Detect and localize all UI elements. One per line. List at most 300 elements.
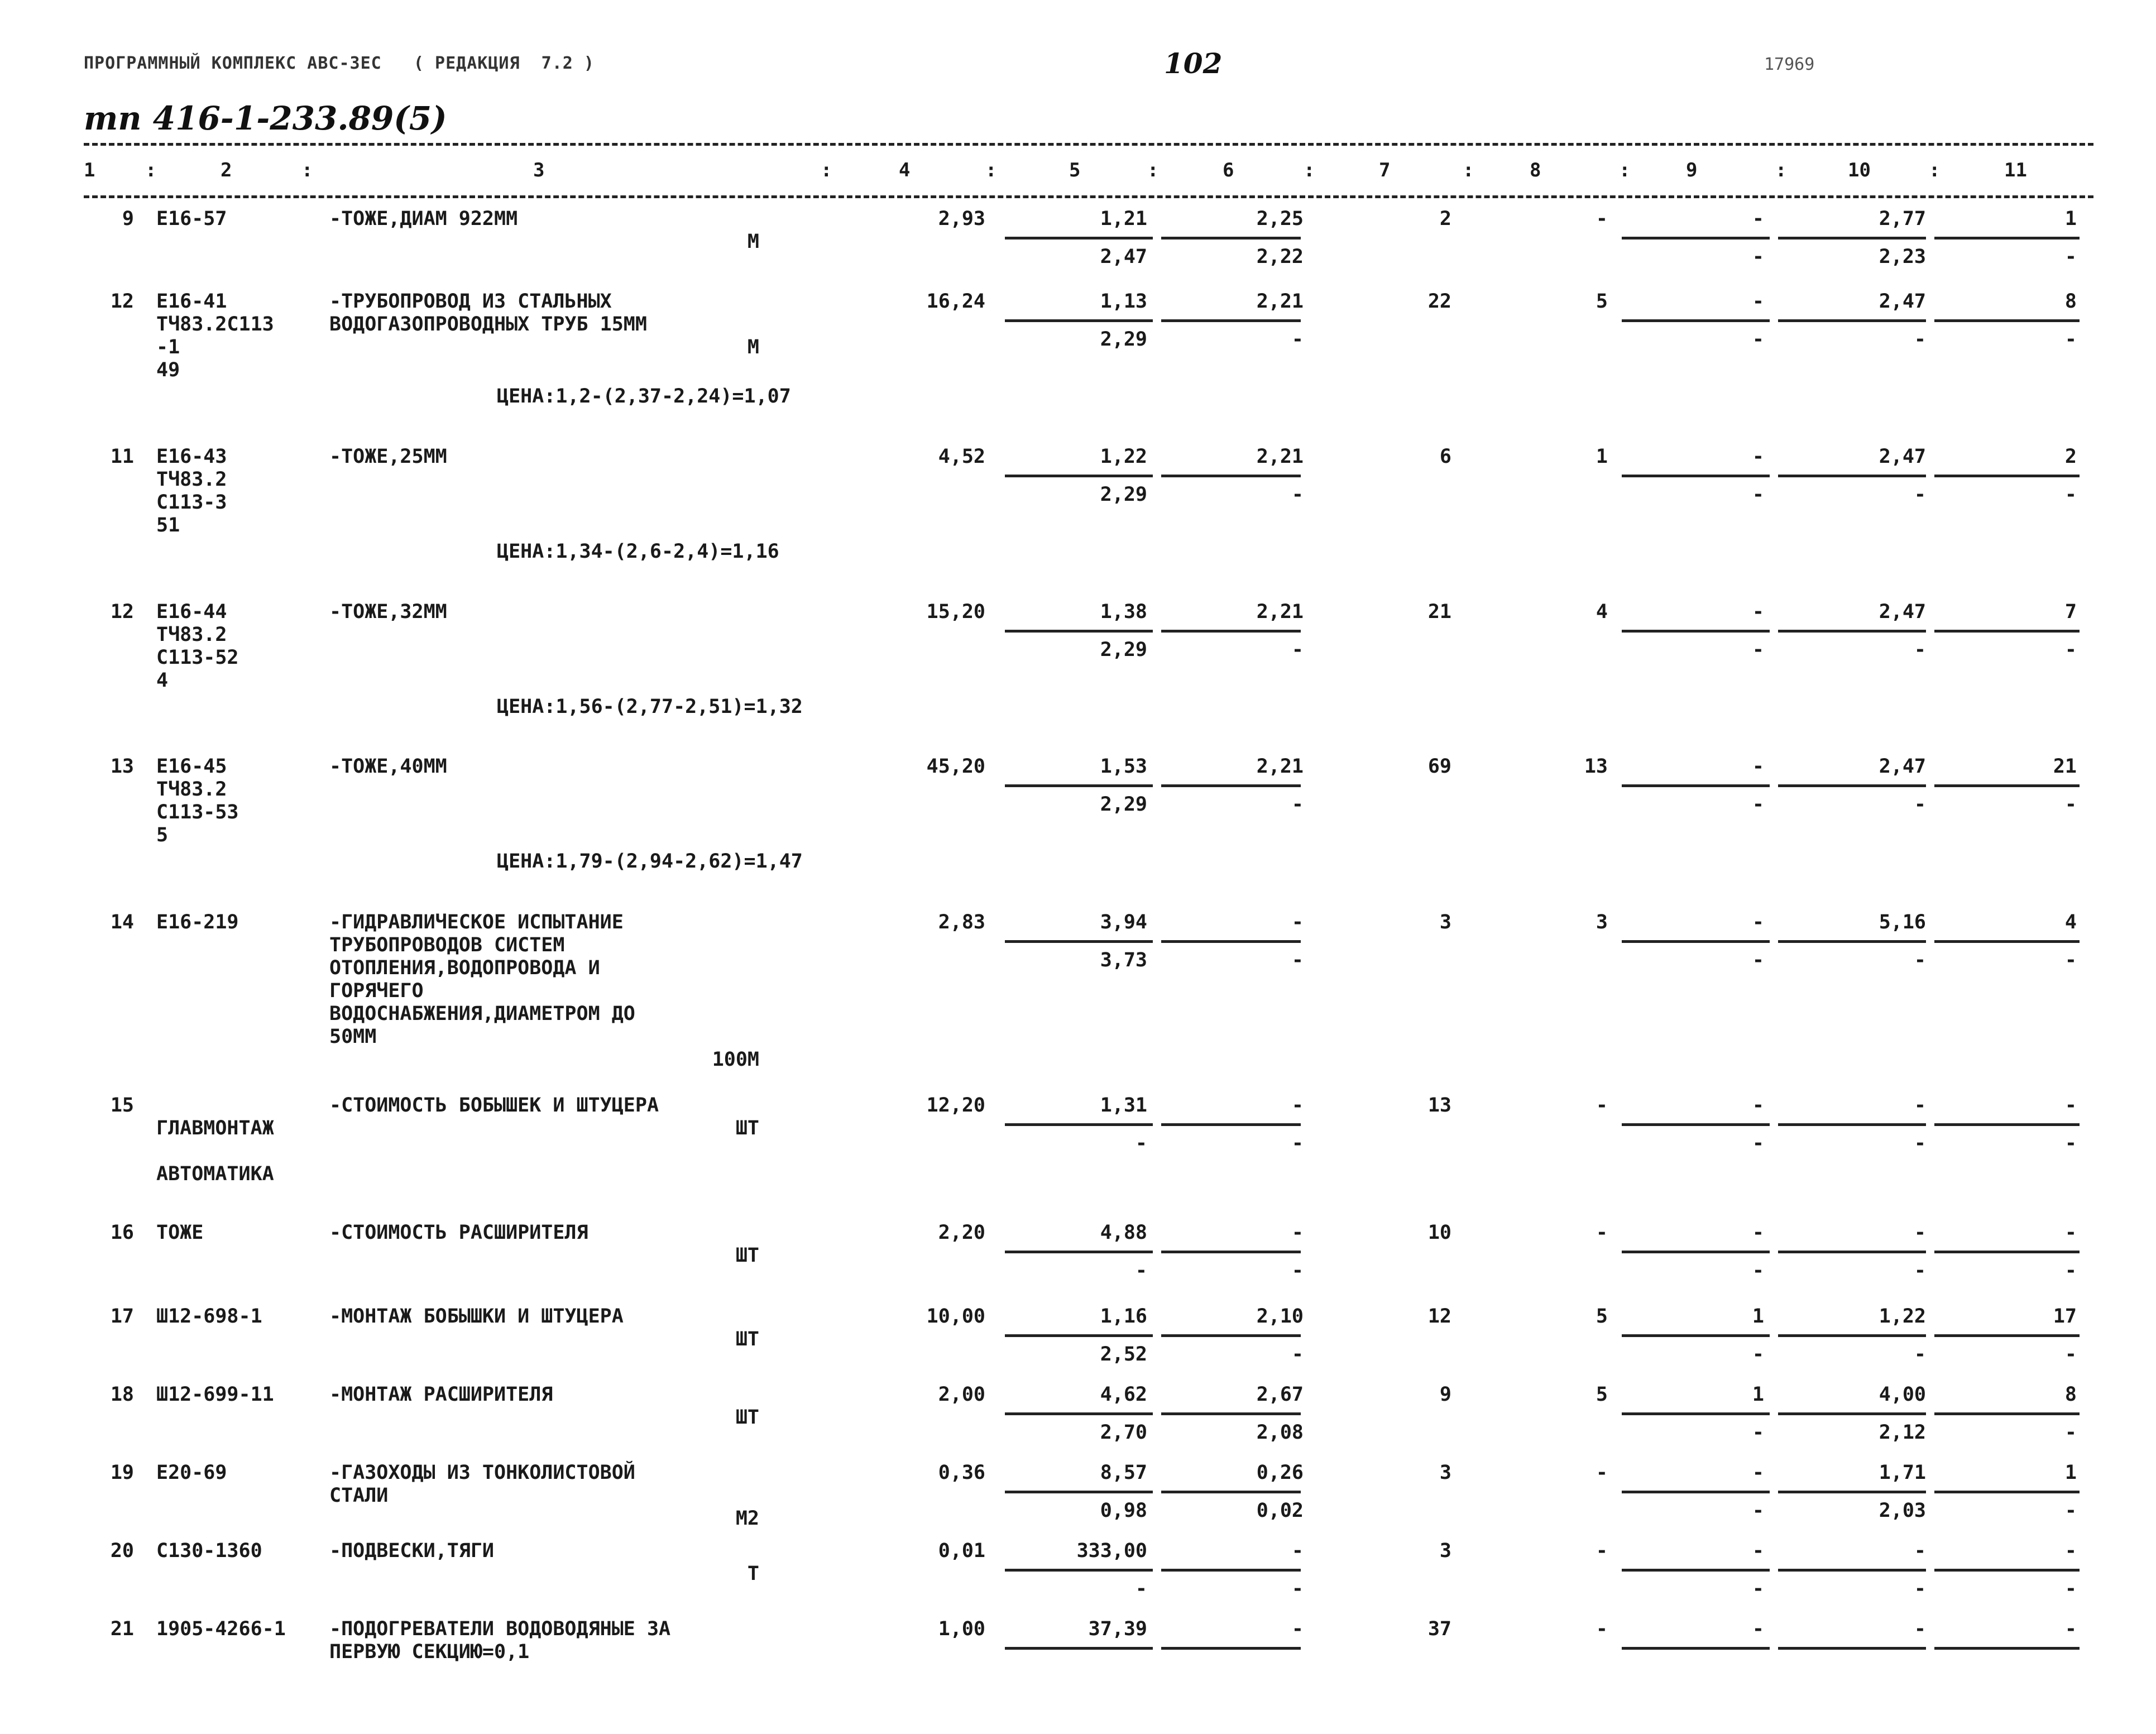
machine-cost-cell: - (1596, 1462, 1608, 1484)
cell-divider-line (1934, 1647, 2080, 1650)
value-cell-bottom: 2,12 (1879, 1421, 1926, 1444)
cell-divider-line (1005, 1123, 1153, 1126)
value-cell-top: 2,21 (1256, 755, 1304, 778)
work-description: -МОНТАЖ БОБЫШКИ И ШТУЦЕРА (329, 1305, 624, 1328)
value-cell-top: 8,57 (1100, 1462, 1147, 1484)
value-cell-bottom: 0,98 (1100, 1500, 1147, 1522)
value-cell-top: 1 (1752, 1305, 1764, 1328)
value-cell-bottom: - (1135, 1132, 1147, 1155)
value-cell-top: 2 (2064, 446, 2077, 468)
value-cell-bottom: - (2064, 483, 2077, 506)
cell-divider-line (1778, 784, 1926, 787)
cell-divider-line (1934, 475, 2080, 477)
value-cell-top: 1 (2064, 208, 2077, 230)
cell-divider-line (1934, 1412, 2080, 1415)
labor-cost-cell: 69 (1427, 755, 1451, 778)
row-number: 21 (110, 1618, 134, 1640)
value-cell-top: 2,67 (1256, 1383, 1304, 1406)
value-cell-top: 1 (2064, 1462, 2077, 1484)
norm-code: ТЧ83.2 (156, 624, 227, 646)
column-separator: : (1929, 159, 1941, 181)
value-cell-bottom: 0,02 (1256, 1500, 1304, 1522)
cell-divider-line (1622, 784, 1770, 787)
row-number: 19 (110, 1462, 134, 1484)
value-cell-top: - (2064, 1618, 2077, 1640)
cell-divider-line (1934, 319, 2080, 322)
cell-divider-line (1161, 940, 1301, 943)
value-cell-bottom: - (1291, 793, 1304, 816)
norm-code: Ш12-698-1 (156, 1305, 262, 1328)
cell-divider-line (1161, 1569, 1301, 1572)
value-cell-top: 1,53 (1100, 755, 1147, 778)
value-cell-top: 2,21 (1256, 601, 1304, 623)
row-number: 18 (110, 1383, 134, 1406)
value-cell-top: 4 (2064, 911, 2077, 933)
machine-cost-cell: - (1596, 1094, 1608, 1117)
machine-cost-cell: 5 (1596, 1383, 1608, 1406)
cell-divider-line (1161, 1334, 1301, 1337)
cell-divider-line (1161, 475, 1301, 477)
cell-divider-line (1934, 630, 2080, 633)
work-description: -ТОЖЕ,25ММ (329, 446, 447, 468)
cell-divider-line (1622, 237, 1770, 239)
work-description: -ПОДВЕСКИ,ТЯГИ (329, 1540, 495, 1562)
value-cell-top: 2,47 (1879, 601, 1926, 623)
value-cell-bottom: 2,29 (1100, 639, 1147, 661)
unit-of-measure: ШТ (735, 1117, 759, 1139)
value-cell-bottom: - (1752, 949, 1764, 971)
row-number: 13 (110, 755, 134, 778)
norm-code: 49 (156, 359, 180, 381)
cell-divider-line (1005, 1491, 1153, 1493)
norm-code: Е16-44 (156, 601, 227, 623)
cell-divider-line (1005, 1647, 1153, 1650)
quantity-cell: 4,52 (938, 446, 985, 468)
value-cell-bottom: - (2064, 1132, 2077, 1155)
machine-cost-cell: 5 (1596, 1305, 1608, 1328)
column-header: 2 (221, 159, 232, 181)
cell-divider-line (1778, 475, 1926, 477)
labor-cost-cell: 3 (1439, 911, 1451, 933)
row-number: 16 (110, 1222, 134, 1244)
quantity-cell: 12,20 (926, 1094, 985, 1117)
value-cell-bottom: - (1135, 1259, 1147, 1282)
value-cell-top: 333,00 (1076, 1540, 1147, 1562)
value-cell-top: - (1752, 1094, 1764, 1117)
work-description: -ТОЖЕ,32ММ (329, 601, 447, 623)
cell-divider-line (1622, 1334, 1770, 1337)
value-cell-top: 1,71 (1879, 1462, 1926, 1484)
value-cell-top: 3,94 (1100, 911, 1147, 933)
value-cell-top: 8 (2064, 290, 2077, 313)
row-number: 15 (110, 1094, 134, 1117)
value-cell-top: 7 (2064, 601, 2077, 623)
norm-code: -1 (156, 336, 180, 358)
value-cell-top: 2,21 (1256, 290, 1304, 313)
value-cell-bottom: - (1752, 1421, 1764, 1444)
value-cell-top: - (1752, 208, 1764, 230)
value-cell-bottom: - (1914, 328, 1926, 351)
value-cell-top: 2,25 (1256, 208, 1304, 230)
labor-cost-cell: 13 (1427, 1094, 1451, 1117)
work-description: -ТОЖЕ,ДИАМ 922ММ (329, 208, 518, 230)
row-number: 12 (110, 290, 134, 313)
value-cell-top: 2,47 (1879, 290, 1926, 313)
value-cell-bottom: - (1752, 328, 1764, 351)
cell-divider-line (1778, 1123, 1926, 1126)
value-cell-top: 21 (2053, 755, 2077, 778)
value-cell-bottom: - (1291, 1578, 1304, 1600)
cell-divider-line (1005, 319, 1153, 322)
cell-divider-line (1622, 475, 1770, 477)
value-cell-bottom: - (1752, 793, 1764, 816)
header-divider (84, 195, 2093, 198)
norm-code: Е16-43 (156, 446, 227, 468)
value-cell-top: - (1752, 290, 1764, 313)
quantity-cell: 15,20 (926, 601, 985, 623)
cell-divider-line (1622, 1569, 1770, 1572)
value-cell-top: - (1752, 1222, 1764, 1244)
quantity-cell: 45,20 (926, 755, 985, 778)
value-cell-top: 1,22 (1879, 1305, 1926, 1328)
row-number: 9 (122, 208, 134, 230)
labor-cost-cell: 6 (1439, 446, 1451, 468)
cell-divider-line (1778, 319, 1926, 322)
value-cell-bottom: - (1752, 1132, 1764, 1155)
cell-divider-line (1161, 784, 1301, 787)
value-cell-bottom: - (1752, 1259, 1764, 1282)
value-cell-bottom: 2,08 (1256, 1421, 1304, 1444)
column-header: 4 (899, 159, 911, 181)
value-cell-top: 1,31 (1100, 1094, 1147, 1117)
norm-code: Е20-69 (156, 1462, 227, 1484)
row-number: 20 (110, 1540, 134, 1562)
value-cell-bottom: - (1752, 1343, 1764, 1366)
value-cell-bottom: - (2064, 949, 2077, 971)
value-cell-top: - (2064, 1094, 2077, 1117)
cell-divider-line (1161, 630, 1301, 633)
value-cell-bottom: 2,29 (1100, 483, 1147, 506)
machine-cost-cell: 13 (1584, 755, 1608, 778)
machine-cost-cell: - (1596, 1618, 1608, 1640)
machine-cost-cell: 1 (1596, 446, 1608, 468)
value-cell-bottom: - (2064, 1343, 2077, 1366)
value-cell-bottom: 3,73 (1100, 949, 1147, 971)
value-cell-bottom: - (2064, 328, 2077, 351)
cell-divider-line (1934, 237, 2080, 239)
work-description: -МОНТАЖ РАСШИРИТЕЛЯ (329, 1383, 553, 1406)
column-separator: : (301, 159, 313, 181)
cell-divider-line (1161, 1251, 1301, 1253)
labor-cost-cell: 22 (1427, 290, 1451, 313)
value-cell-bottom: - (2064, 793, 2077, 816)
value-cell-bottom: 2,52 (1100, 1343, 1147, 1366)
cell-divider-line (1161, 1123, 1301, 1126)
cell-divider-line (1622, 1251, 1770, 1253)
labor-cost-cell: 2 (1439, 208, 1451, 230)
norm-code: Е16-41 (156, 290, 227, 313)
value-cell-top: 8 (2064, 1383, 2077, 1406)
value-cell-bottom: - (1914, 483, 1926, 506)
quantity-cell: 0,01 (938, 1540, 985, 1562)
value-cell-top: 5,16 (1879, 911, 1926, 933)
work-description: -ТРУБОПРОВОД ИЗ СТАЛЬНЫХ (329, 290, 612, 313)
column-separator: : (1147, 159, 1159, 181)
value-cell-top: - (1291, 1222, 1304, 1244)
value-cell-bottom: 2,03 (1879, 1500, 1926, 1522)
cell-divider-line (1778, 1491, 1926, 1493)
column-header: 3 (533, 159, 545, 181)
price-calculation: ЦЕНА:1,79-(2,94-2,62)=1,47 (497, 850, 803, 873)
cell-divider-line (1622, 1491, 1770, 1493)
column-separator: : (1304, 159, 1315, 181)
value-cell-bottom: - (2064, 1421, 2077, 1444)
labor-cost-cell: 3 (1439, 1462, 1451, 1484)
labor-cost-cell: 9 (1439, 1383, 1451, 1406)
cell-divider-line (1934, 1569, 2080, 1572)
value-cell-top: 4,00 (1879, 1383, 1926, 1406)
value-cell-top: 1 (1752, 1383, 1764, 1406)
work-description: -ГАЗОХОДЫ ИЗ ТОНКОЛИСТОВОЙ (329, 1462, 635, 1484)
column-header: 5 (1069, 159, 1081, 181)
machine-cost-cell: 3 (1596, 911, 1608, 933)
quantity-cell: 0,36 (938, 1462, 985, 1484)
value-cell-bottom: 2,22 (1256, 246, 1304, 268)
unit-of-measure: ШТ (735, 1244, 759, 1267)
value-cell-bottom: - (1135, 1578, 1147, 1600)
unit-of-measure: Т (747, 1563, 759, 1585)
cell-divider-line (1934, 1334, 2080, 1337)
quantity-cell: 1,00 (938, 1618, 985, 1640)
work-description: -СТОИМОСТЬ РАСШИРИТЕЛЯ (329, 1222, 588, 1244)
cell-divider-line (1622, 1647, 1770, 1650)
value-cell-top: 1,38 (1100, 601, 1147, 623)
value-cell-top: - (1914, 1094, 1926, 1117)
cell-divider-line (1778, 1251, 1926, 1253)
cell-divider-line (1778, 1569, 1926, 1572)
machine-cost-cell: 4 (1596, 601, 1608, 623)
value-cell-top: - (1914, 1540, 1926, 1562)
cell-divider-line (1778, 1334, 1926, 1337)
norm-code: ТЧ83.2С113 (156, 313, 274, 336)
value-cell-bottom: - (1752, 1578, 1764, 1600)
unit-of-measure: М (747, 231, 759, 253)
value-cell-top: 1,21 (1100, 208, 1147, 230)
norm-code: Е16-45 (156, 755, 227, 778)
work-description: ВОДОСНАБЖЕНИЯ,ДИАМЕТРОМ ДО (329, 1003, 635, 1025)
unit-of-measure: 100М (712, 1048, 759, 1071)
value-cell-bottom: - (2064, 639, 2077, 661)
value-cell-top: 1,22 (1100, 446, 1147, 468)
column-header: 10 (1848, 159, 1871, 181)
cell-divider-line (1161, 1491, 1301, 1493)
work-description: ГОРЯЧЕГО (329, 980, 424, 1002)
machine-cost-cell: - (1596, 1222, 1608, 1244)
value-cell-top: 0,26 (1256, 1462, 1304, 1484)
value-cell-bottom: - (1291, 483, 1304, 506)
value-cell-bottom: 2,47 (1100, 246, 1147, 268)
handwritten-project-code: тп 416-1-233.89(5) (84, 99, 447, 137)
work-description: ПЕРВУЮ СЕКЦИЮ=0,1 (329, 1641, 530, 1663)
norm-code: Е16-57 (156, 208, 227, 230)
value-cell-top: - (2064, 1222, 2077, 1244)
norm-code: 5 (156, 824, 169, 846)
quantity-cell: 2,83 (938, 911, 985, 933)
cell-divider-line (1161, 237, 1301, 239)
value-cell-bottom: - (2064, 1259, 2077, 1282)
cell-divider-line (1005, 237, 1153, 239)
work-description: ОТОПЛЕНИЯ,ВОДОПРОВОДА И (329, 957, 600, 979)
machine-cost-cell: - (1596, 1540, 1608, 1562)
column-header: 7 (1379, 159, 1391, 181)
value-cell-top: - (1291, 911, 1304, 933)
cell-divider-line (1934, 1123, 2080, 1126)
row-number: 14 (110, 911, 134, 933)
top-border (84, 143, 2093, 146)
work-description: -ПОДОГРЕВАТЕЛИ ВОДОВОДЯНЫЕ ЗА (329, 1618, 671, 1640)
cell-divider-line (1934, 784, 2080, 787)
value-cell-top: - (1752, 1540, 1764, 1562)
labor-cost-cell: 37 (1427, 1618, 1451, 1640)
value-cell-bottom: - (1291, 1343, 1304, 1366)
value-cell-bottom: - (1752, 639, 1764, 661)
value-cell-bottom: - (1291, 1132, 1304, 1155)
cell-divider-line (1778, 630, 1926, 633)
value-cell-bottom: - (1291, 949, 1304, 971)
unit-of-measure: М (747, 336, 759, 358)
cell-divider-line (1778, 1647, 1926, 1650)
quantity-cell: 2,20 (938, 1222, 985, 1244)
quantity-cell: 16,24 (926, 290, 985, 313)
cell-divider-line (1778, 940, 1926, 943)
value-cell-top: 17 (2053, 1305, 2077, 1328)
value-cell-top: 4,62 (1100, 1383, 1147, 1406)
column-header: 9 (1686, 159, 1698, 181)
work-description: -ГИДРАВЛИЧЕСКОЕ ИСПЫТАНИЕ (329, 911, 624, 933)
value-cell-bottom: - (2064, 1500, 2077, 1522)
value-cell-bottom: - (1291, 328, 1304, 351)
value-cell-top: - (1291, 1540, 1304, 1562)
value-cell-top: - (1914, 1618, 1926, 1640)
value-cell-top: 2,77 (1879, 208, 1926, 230)
cell-divider-line (1005, 1251, 1153, 1253)
norm-code: АВТОМАТИКА (156, 1163, 274, 1185)
value-cell-bottom: - (1752, 246, 1764, 268)
work-description: ТРУБОПРОВОДОВ СИСТЕМ (329, 934, 565, 956)
value-cell-top: 2,10 (1256, 1305, 1304, 1328)
price-calculation: ЦЕНА:1,34-(2,6-2,4)=1,16 (497, 540, 779, 563)
norm-code: 4 (156, 669, 169, 692)
cell-divider-line (1005, 1569, 1153, 1572)
norm-code: 51 (156, 514, 180, 537)
cell-divider-line (1934, 1491, 2080, 1493)
labor-cost-cell: 10 (1427, 1222, 1451, 1244)
unit-of-measure: ШТ (735, 1406, 759, 1429)
value-cell-top: - (1752, 911, 1764, 933)
value-cell-top: - (1291, 1094, 1304, 1117)
unit-of-measure: М2 (735, 1507, 759, 1530)
work-description: СТАЛИ (329, 1484, 389, 1507)
labor-cost-cell: 21 (1427, 601, 1451, 623)
cell-divider-line (1005, 1334, 1153, 1337)
quantity-cell: 10,00 (926, 1305, 985, 1328)
column-separator: : (821, 159, 832, 181)
value-cell-top: 37,39 (1088, 1618, 1147, 1640)
value-cell-bottom: - (1914, 1343, 1926, 1366)
labor-cost-cell: 3 (1439, 1540, 1451, 1562)
value-cell-top: - (1752, 601, 1764, 623)
value-cell-top: - (2064, 1540, 2077, 1562)
value-cell-bottom: 2,29 (1100, 328, 1147, 351)
cell-divider-line (1161, 319, 1301, 322)
cell-divider-line (1622, 1412, 1770, 1415)
value-cell-bottom: - (1291, 1259, 1304, 1282)
value-cell-top: - (1914, 1222, 1926, 1244)
norm-code: С130-1360 (156, 1540, 262, 1562)
machine-cost-cell: 5 (1596, 290, 1608, 313)
value-cell-top: - (1752, 1462, 1764, 1484)
norm-code: 1905-4266-1 (156, 1618, 286, 1640)
value-cell-bottom: 2,70 (1100, 1421, 1147, 1444)
work-description: -СТОИМОСТЬ БОБЫШЕК И ШТУЦЕРА (329, 1094, 659, 1117)
value-cell-top: 2,47 (1879, 446, 1926, 468)
document-number: 17969 (1764, 55, 1815, 74)
work-description: -ТОЖЕ,40ММ (329, 755, 447, 778)
column-header: 8 (1530, 159, 1541, 181)
value-cell-bottom: - (1914, 1578, 1926, 1600)
row-number: 12 (110, 601, 134, 623)
norm-code: ТОЖЕ (156, 1222, 204, 1244)
price-calculation: ЦЕНА:1,2-(2,37-2,24)=1,07 (497, 385, 791, 408)
cell-divider-line (1005, 784, 1153, 787)
work-description: ВОДОГАЗОПРОВОДНЫХ ТРУБ 15ММ (329, 313, 647, 336)
value-cell-top: - (1291, 1618, 1304, 1640)
norm-code: Е16-219 (156, 911, 239, 933)
machine-cost-cell: - (1596, 208, 1608, 230)
column-separator: : (145, 159, 157, 181)
norm-code: С113-52 (156, 646, 239, 669)
quantity-cell: 2,00 (938, 1383, 985, 1406)
norm-code: ГЛАВМОНТАЖ (156, 1117, 274, 1139)
value-cell-bottom: - (2064, 1578, 2077, 1600)
cell-divider-line (1778, 237, 1926, 239)
row-number: 17 (110, 1305, 134, 1328)
value-cell-top: 1,13 (1100, 290, 1147, 313)
unit-of-measure: ШТ (735, 1328, 759, 1350)
value-cell-top: 2,21 (1256, 446, 1304, 468)
norm-code: ТЧ83.2 (156, 468, 227, 491)
labor-cost-cell: 12 (1427, 1305, 1451, 1328)
page-number: 102 (1164, 47, 1223, 80)
cell-divider-line (1161, 1647, 1301, 1650)
value-cell-bottom: - (1914, 1132, 1926, 1155)
value-cell-bottom: 2,29 (1100, 793, 1147, 816)
cell-divider-line (1005, 1412, 1153, 1415)
quantity-cell: 2,93 (938, 208, 985, 230)
value-cell-bottom: - (1291, 639, 1304, 661)
value-cell-bottom: - (1914, 639, 1926, 661)
column-separator: : (1619, 159, 1631, 181)
column-separator: : (1463, 159, 1474, 181)
cell-divider-line (1005, 940, 1153, 943)
cell-divider-line (1005, 475, 1153, 477)
value-cell-top: - (1752, 446, 1764, 468)
norm-code: ТЧ83.2 (156, 778, 227, 801)
cell-divider-line (1778, 1412, 1926, 1415)
cell-divider-line (1622, 940, 1770, 943)
value-cell-bottom: - (1914, 793, 1926, 816)
cell-divider-line (1934, 1251, 2080, 1253)
